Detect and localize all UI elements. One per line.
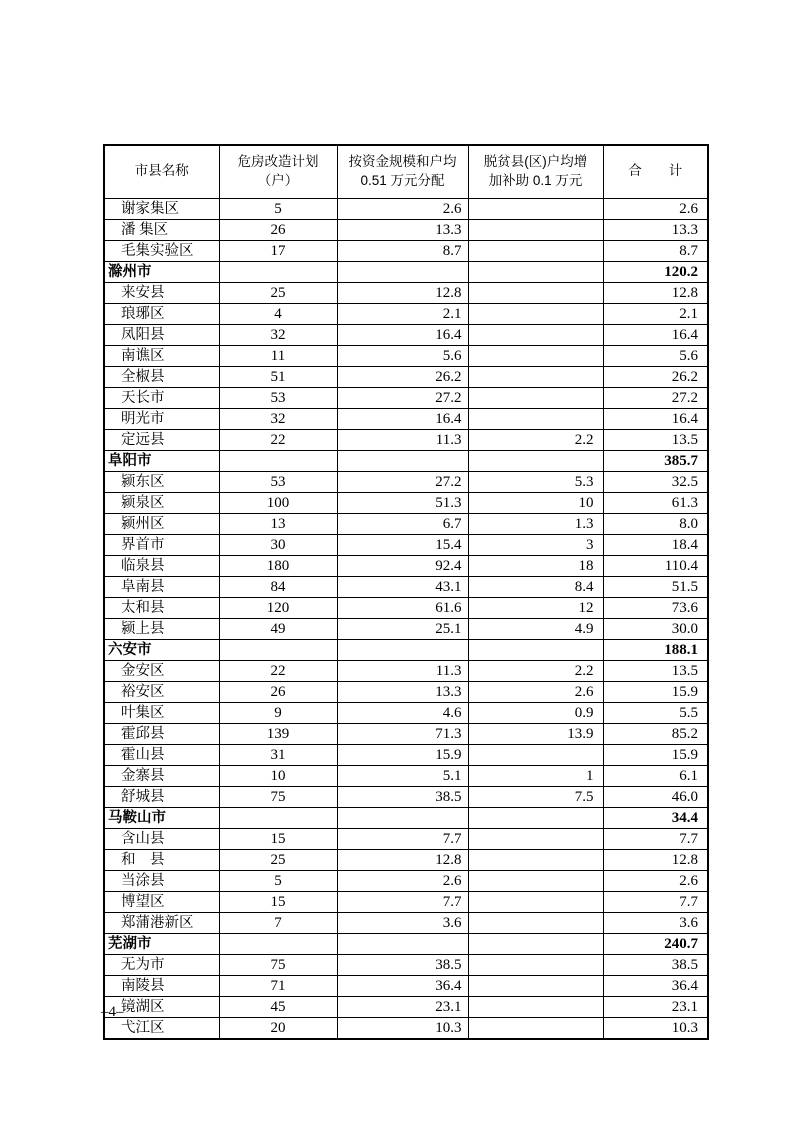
- cell-plan: 51: [219, 366, 337, 387]
- cell-name: 芜湖市: [104, 933, 219, 954]
- header-text: （户）: [257, 172, 299, 188]
- cell-total: 61.3: [603, 492, 708, 513]
- table-row-county: [104, 576, 708, 597]
- cell-alloc: 2.6: [337, 198, 468, 219]
- cell-subsidy: [468, 639, 603, 660]
- cell-name: 天长市: [104, 387, 219, 408]
- cell-alloc: 12.8: [337, 282, 468, 303]
- cell-subsidy: 1: [468, 765, 603, 786]
- cell-subsidy: [468, 975, 603, 996]
- cell-name: 全椒县: [104, 366, 219, 387]
- cell-total: 26.2: [603, 366, 708, 387]
- cell-plan: 139: [219, 723, 337, 744]
- cell-subsidy: [468, 261, 603, 282]
- table-row-county: [104, 555, 708, 576]
- cell-total: 240.7: [603, 933, 708, 954]
- cell-total: 12.8: [603, 282, 708, 303]
- cell-total: 18.4: [603, 534, 708, 555]
- cell-subsidy: 2.2: [468, 429, 603, 450]
- cell-subsidy: 1.3: [468, 513, 603, 534]
- cell-alloc: 2.1: [337, 303, 468, 324]
- cell-plan: 53: [219, 387, 337, 408]
- cell-name: 来安县: [104, 282, 219, 303]
- table-row-county: [104, 849, 708, 870]
- cell-subsidy: [468, 954, 603, 975]
- cell-plan: 53: [219, 471, 337, 492]
- cell-name: 舒城县: [104, 786, 219, 807]
- cell-subsidy: [468, 282, 603, 303]
- table-row-city: [104, 639, 708, 660]
- cell-plan: 32: [219, 408, 337, 429]
- cell-plan: [219, 639, 337, 660]
- cell-plan: 26: [219, 681, 337, 702]
- cell-alloc: 5.1: [337, 765, 468, 786]
- cell-alloc: 36.4: [337, 975, 468, 996]
- table-row-county: [104, 240, 708, 261]
- cell-subsidy: [468, 1017, 603, 1039]
- table-row-county: [104, 723, 708, 744]
- cell-subsidy: [468, 933, 603, 954]
- cell-subsidy: 18: [468, 555, 603, 576]
- table-row-county: [104, 744, 708, 765]
- cell-total: 32.5: [603, 471, 708, 492]
- cell-alloc: 92.4: [337, 555, 468, 576]
- table-row-city: [104, 933, 708, 954]
- table-row-county: [104, 429, 708, 450]
- cell-name: 阜阳市: [104, 450, 219, 471]
- table-row-county: [104, 597, 708, 618]
- cell-total: 3.6: [603, 912, 708, 933]
- cell-alloc: 11.3: [337, 429, 468, 450]
- cell-name: 霍山县: [104, 744, 219, 765]
- cell-alloc: 15.9: [337, 744, 468, 765]
- cell-plan: 13: [219, 513, 337, 534]
- cell-total: 73.6: [603, 597, 708, 618]
- cell-plan: 22: [219, 429, 337, 450]
- cell-total: 2.1: [603, 303, 708, 324]
- table-row-county: [104, 702, 708, 723]
- cell-total: 8.7: [603, 240, 708, 261]
- cell-plan: 5: [219, 198, 337, 219]
- table-row-county: [104, 1017, 708, 1039]
- header-text: 加补助 0.1 万元: [488, 172, 583, 188]
- table-row-county: [104, 282, 708, 303]
- cell-total: 7.7: [603, 828, 708, 849]
- cell-alloc: 2.6: [337, 870, 468, 891]
- cell-name: 弋江区: [104, 1017, 219, 1039]
- cell-subsidy: [468, 408, 603, 429]
- cell-total: 2.6: [603, 870, 708, 891]
- cell-subsidy: [468, 744, 603, 765]
- cell-plan: 25: [219, 849, 337, 870]
- cell-plan: 30: [219, 534, 337, 555]
- cell-plan: 71: [219, 975, 337, 996]
- cell-alloc: 7.7: [337, 891, 468, 912]
- table-row-county: [104, 870, 708, 891]
- cell-alloc: 16.4: [337, 324, 468, 345]
- cell-plan: 120: [219, 597, 337, 618]
- table-row-county: [104, 975, 708, 996]
- header-text: 危房改造计划: [237, 153, 319, 169]
- cell-total: 36.4: [603, 975, 708, 996]
- cell-name: 和 县: [104, 849, 219, 870]
- cell-plan: 49: [219, 618, 337, 639]
- cell-subsidy: 5.3: [468, 471, 603, 492]
- cell-subsidy: [468, 870, 603, 891]
- cell-subsidy: [468, 996, 603, 1017]
- cell-plan: 20: [219, 1017, 337, 1039]
- cell-total: 13.5: [603, 429, 708, 450]
- table-row-county: [104, 345, 708, 366]
- cell-name: 界首市: [104, 534, 219, 555]
- cell-total: 5.6: [603, 345, 708, 366]
- cell-plan: 31: [219, 744, 337, 765]
- cell-name: 颍东区: [104, 471, 219, 492]
- cell-plan: 84: [219, 576, 337, 597]
- cell-total: 188.1: [603, 639, 708, 660]
- cell-plan: 7: [219, 912, 337, 933]
- cell-name: 颍州区: [104, 513, 219, 534]
- cell-name: 霍邱县: [104, 723, 219, 744]
- table-body: [104, 198, 708, 1039]
- cell-total: 15.9: [603, 681, 708, 702]
- cell-total: 10.3: [603, 1017, 708, 1039]
- header-text: 0.51 万元分配: [360, 172, 445, 188]
- table-row-county: [104, 219, 708, 240]
- table-row-county: [104, 954, 708, 975]
- table-row-county: [104, 765, 708, 786]
- cell-name: 颍上县: [104, 618, 219, 639]
- cell-subsidy: [468, 219, 603, 240]
- table-row-county: [104, 324, 708, 345]
- cell-subsidy: 8.4: [468, 576, 603, 597]
- cell-subsidy: 4.9: [468, 618, 603, 639]
- cell-total: 8.0: [603, 513, 708, 534]
- cell-plan: 45: [219, 996, 337, 1017]
- page-number: –4–: [101, 1004, 124, 1020]
- cell-plan: [219, 450, 337, 471]
- table-row-county: [104, 996, 708, 1017]
- cell-alloc: 25.1: [337, 618, 468, 639]
- table-row-city: [104, 261, 708, 282]
- table-row-county: [104, 513, 708, 534]
- cell-name: 毛集实验区: [104, 240, 219, 261]
- cell-name: 琅琊区: [104, 303, 219, 324]
- cell-alloc: [337, 450, 468, 471]
- cell-alloc: 10.3: [337, 1017, 468, 1039]
- cell-name: 颍泉区: [104, 492, 219, 513]
- cell-plan: 26: [219, 219, 337, 240]
- cell-plan: 180: [219, 555, 337, 576]
- cell-alloc: [337, 639, 468, 660]
- header-renovation-plan: [219, 145, 337, 198]
- cell-total: 5.5: [603, 702, 708, 723]
- cell-subsidy: 10: [468, 492, 603, 513]
- table-row-city: [104, 450, 708, 471]
- cell-alloc: 8.7: [337, 240, 468, 261]
- cell-subsidy: [468, 891, 603, 912]
- cell-total: 120.2: [603, 261, 708, 282]
- cell-name: 明光市: [104, 408, 219, 429]
- cell-plan: 10: [219, 765, 337, 786]
- table-row-county: [104, 618, 708, 639]
- cell-total: 30.0: [603, 618, 708, 639]
- cell-plan: 32: [219, 324, 337, 345]
- cell-alloc: 61.6: [337, 597, 468, 618]
- cell-plan: 22: [219, 660, 337, 681]
- header-text: 脱贫县(区)户均增: [483, 153, 588, 169]
- table-row-county: [104, 198, 708, 219]
- table-row-county: [104, 387, 708, 408]
- cell-total: 85.2: [603, 723, 708, 744]
- cell-name: 镜湖区: [104, 996, 219, 1017]
- cell-subsidy: 2.6: [468, 681, 603, 702]
- cell-alloc: 23.1: [337, 996, 468, 1017]
- header-fund-scale-allocation: [337, 145, 468, 198]
- cell-alloc: [337, 807, 468, 828]
- cell-name: 潘 集区: [104, 219, 219, 240]
- cell-name: 金寨县: [104, 765, 219, 786]
- cell-plan: [219, 807, 337, 828]
- table-row-county: [104, 912, 708, 933]
- cell-total: 46.0: [603, 786, 708, 807]
- cell-total: 110.4: [603, 555, 708, 576]
- cell-subsidy: [468, 828, 603, 849]
- cell-subsidy: 12: [468, 597, 603, 618]
- cell-name: 金安区: [104, 660, 219, 681]
- cell-plan: 75: [219, 786, 337, 807]
- header-text: 按资金规模和户均: [348, 153, 457, 169]
- cell-alloc: 16.4: [337, 408, 468, 429]
- table-row-county: [104, 786, 708, 807]
- cell-subsidy: 7.5: [468, 786, 603, 807]
- cell-subsidy: 2.2: [468, 660, 603, 681]
- cell-alloc: 71.3: [337, 723, 468, 744]
- table-row-county: [104, 492, 708, 513]
- cell-total: 13.3: [603, 219, 708, 240]
- cell-total: 16.4: [603, 324, 708, 345]
- cell-name: 无为市: [104, 954, 219, 975]
- table-row-county: [104, 534, 708, 555]
- cell-alloc: 7.7: [337, 828, 468, 849]
- cell-name: 当涂县: [104, 870, 219, 891]
- cell-plan: [219, 933, 337, 954]
- cell-subsidy: 0.9: [468, 702, 603, 723]
- cell-total: 34.4: [603, 807, 708, 828]
- cell-plan: [219, 261, 337, 282]
- cell-alloc: 5.6: [337, 345, 468, 366]
- cell-name: 裕安区: [104, 681, 219, 702]
- cell-name: 郑蒲港新区: [104, 912, 219, 933]
- cell-plan: 17: [219, 240, 337, 261]
- cell-alloc: 13.3: [337, 219, 468, 240]
- allocation-table: [103, 144, 709, 1040]
- header-poverty-county-subsidy: [468, 145, 603, 198]
- cell-name: 六安市: [104, 639, 219, 660]
- table-row-county: [104, 891, 708, 912]
- cell-alloc: 27.2: [337, 471, 468, 492]
- cell-alloc: 38.5: [337, 786, 468, 807]
- cell-name: 阜南县: [104, 576, 219, 597]
- cell-name: 滁州市: [104, 261, 219, 282]
- cell-subsidy: [468, 849, 603, 870]
- cell-name: 凤阳县: [104, 324, 219, 345]
- table-row-county: [104, 660, 708, 681]
- cell-alloc: 38.5: [337, 954, 468, 975]
- cell-alloc: 26.2: [337, 366, 468, 387]
- table-row-county: [104, 303, 708, 324]
- table-row-county: [104, 408, 708, 429]
- cell-name: 叶集区: [104, 702, 219, 723]
- cell-subsidy: 3: [468, 534, 603, 555]
- cell-name: 马鞍山市: [104, 807, 219, 828]
- cell-subsidy: [468, 303, 603, 324]
- table-row-county: [104, 681, 708, 702]
- cell-total: 13.5: [603, 660, 708, 681]
- cell-subsidy: [468, 324, 603, 345]
- cell-subsidy: [468, 912, 603, 933]
- cell-subsidy: [468, 450, 603, 471]
- cell-name: 临泉县: [104, 555, 219, 576]
- cell-total: 51.5: [603, 576, 708, 597]
- cell-subsidy: [468, 366, 603, 387]
- cell-subsidy: [468, 807, 603, 828]
- cell-plan: 75: [219, 954, 337, 975]
- cell-total: 38.5: [603, 954, 708, 975]
- cell-alloc: 6.7: [337, 513, 468, 534]
- cell-alloc: 15.4: [337, 534, 468, 555]
- header-text: 合 计: [628, 163, 683, 179]
- cell-plan: 11: [219, 345, 337, 366]
- cell-plan: 9: [219, 702, 337, 723]
- cell-alloc: 11.3: [337, 660, 468, 681]
- cell-subsidy: [468, 387, 603, 408]
- cell-total: 2.6: [603, 198, 708, 219]
- table-row-county: [104, 828, 708, 849]
- header-total: [603, 145, 708, 198]
- cell-plan: 100: [219, 492, 337, 513]
- cell-total: 16.4: [603, 408, 708, 429]
- cell-total: 385.7: [603, 450, 708, 471]
- cell-name: 博望区: [104, 891, 219, 912]
- cell-plan: 15: [219, 828, 337, 849]
- cell-alloc: 27.2: [337, 387, 468, 408]
- cell-subsidy: 13.9: [468, 723, 603, 744]
- cell-alloc: [337, 933, 468, 954]
- cell-name: 谢家集区: [104, 198, 219, 219]
- header-row: [104, 145, 708, 198]
- cell-subsidy: [468, 345, 603, 366]
- cell-subsidy: [468, 240, 603, 261]
- cell-alloc: 4.6: [337, 702, 468, 723]
- cell-alloc: 43.1: [337, 576, 468, 597]
- cell-name: 南谯区: [104, 345, 219, 366]
- cell-plan: 25: [219, 282, 337, 303]
- cell-total: 7.7: [603, 891, 708, 912]
- cell-alloc: [337, 261, 468, 282]
- header-text: 市县名称: [134, 163, 189, 179]
- cell-alloc: 13.3: [337, 681, 468, 702]
- table-header: [104, 145, 708, 198]
- header-city-county-name: [104, 145, 219, 198]
- cell-name: 太和县: [104, 597, 219, 618]
- cell-alloc: 51.3: [337, 492, 468, 513]
- cell-plan: 15: [219, 891, 337, 912]
- cell-plan: 4: [219, 303, 337, 324]
- table-row-county: [104, 471, 708, 492]
- cell-name: 定远县: [104, 429, 219, 450]
- cell-total: 12.8: [603, 849, 708, 870]
- table-row-city: [104, 807, 708, 828]
- cell-alloc: 12.8: [337, 849, 468, 870]
- cell-name: 南陵县: [104, 975, 219, 996]
- cell-total: 15.9: [603, 744, 708, 765]
- cell-total: 6.1: [603, 765, 708, 786]
- table-row-county: [104, 366, 708, 387]
- cell-total: 23.1: [603, 996, 708, 1017]
- cell-name: 含山县: [104, 828, 219, 849]
- cell-subsidy: [468, 198, 603, 219]
- cell-total: 27.2: [603, 387, 708, 408]
- cell-alloc: 3.6: [337, 912, 468, 933]
- cell-plan: 5: [219, 870, 337, 891]
